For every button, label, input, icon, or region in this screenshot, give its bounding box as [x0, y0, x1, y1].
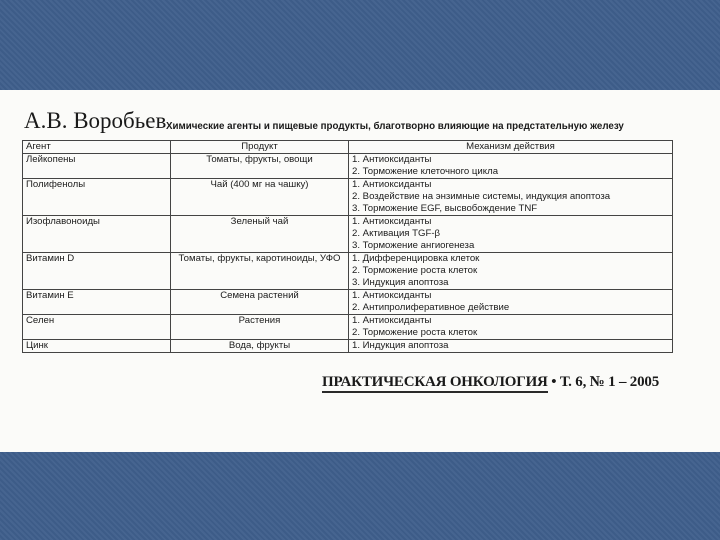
agent-cell: Витамин D — [23, 253, 171, 290]
mechanism-cell — [349, 154, 673, 179]
table-row — [23, 154, 673, 179]
journal-citation — [322, 374, 659, 391]
mechanism-item: 1. Антиоксиданты — [352, 315, 432, 326]
agent-cell: Полифенолы — [23, 179, 171, 216]
agent-cell: Витамин E — [23, 290, 171, 315]
mechanism-item: 1. Антиоксиданты — [352, 216, 432, 227]
agent-cell: Изофлавоноиды — [23, 216, 171, 253]
agent-cell: Селен — [23, 315, 171, 340]
product-cell: Вода, фрукты — [171, 340, 349, 353]
mechanism-item: 2. Торможение роста клеток — [352, 327, 478, 338]
mechanism-item: 2. Торможение роста клеток — [352, 265, 478, 276]
mechanism-cell — [349, 216, 673, 253]
header-mechanism: Механизм действия — [349, 141, 673, 154]
mechanism-item: 2. Активация TGF-β — [352, 228, 441, 239]
journal-separator: • — [551, 374, 557, 390]
scanned-page — [0, 90, 720, 452]
mechanism-cell — [349, 340, 673, 353]
journal-name: ПРАКТИЧЕСКАЯ ОНКОЛОГИЯ — [322, 374, 548, 393]
journal-issue: Т. 6, № 1 – 2005 — [559, 374, 660, 390]
agent-cell: Цинк — [23, 340, 171, 353]
product-cell: Зеленый чай — [171, 216, 349, 253]
product-cell: Томаты, фрукты, каротиноиды, УФО — [171, 253, 349, 290]
author-name: А.В. Воробьев — [24, 108, 167, 133]
table-header-row — [23, 141, 673, 154]
product-cell: Растения — [171, 315, 349, 340]
table-row — [23, 340, 673, 353]
mechanism-item: 3. Индукция апоптоза — [352, 277, 449, 288]
mechanism-cell — [349, 290, 673, 315]
agent-cell: Лейкопены — [23, 154, 171, 179]
mechanism-item: 1. Антиоксиданты — [352, 290, 432, 301]
mechanism-item: 1. Антиоксиданты — [352, 179, 432, 190]
mechanism-item: 2. Воздействие на энзимные системы, индукция апоптоза — [352, 191, 611, 202]
agents-table — [22, 140, 673, 353]
product-cell: Чай (400 мг на чашку) — [171, 179, 349, 216]
mechanism-item: 3. Торможение EGF, высвобождение TNF — [352, 203, 538, 214]
mechanism-item: 1. Антиоксиданты — [352, 154, 432, 165]
mechanism-cell — [349, 179, 673, 216]
table-row — [23, 315, 673, 340]
mechanism-item: 2. Торможение клеточного цикла — [352, 166, 499, 177]
header-product: Продукт — [171, 141, 349, 154]
product-cell: Томаты, фрукты, овощи — [171, 154, 349, 179]
mechanism-cell — [349, 315, 673, 340]
mechanism-item: 1. Дифференцировка клеток — [352, 253, 480, 264]
mechanism-item: 1. Индукция апоптоза — [352, 340, 449, 351]
mechanism-item: 3. Торможение ангиогенеза — [352, 240, 475, 251]
table-row — [23, 290, 673, 315]
mechanism-item: 2. Антипролиферативное действие — [352, 302, 510, 313]
table-title: Химические агенты и пищевые продукты, благотворно влияющие на предстательную железу — [166, 120, 624, 132]
table-row — [23, 179, 673, 216]
table-row — [23, 253, 673, 290]
mechanism-cell — [349, 253, 673, 290]
header-agent: Агент — [23, 141, 171, 154]
product-cell: Семена растений — [171, 290, 349, 315]
table-row — [23, 216, 673, 253]
